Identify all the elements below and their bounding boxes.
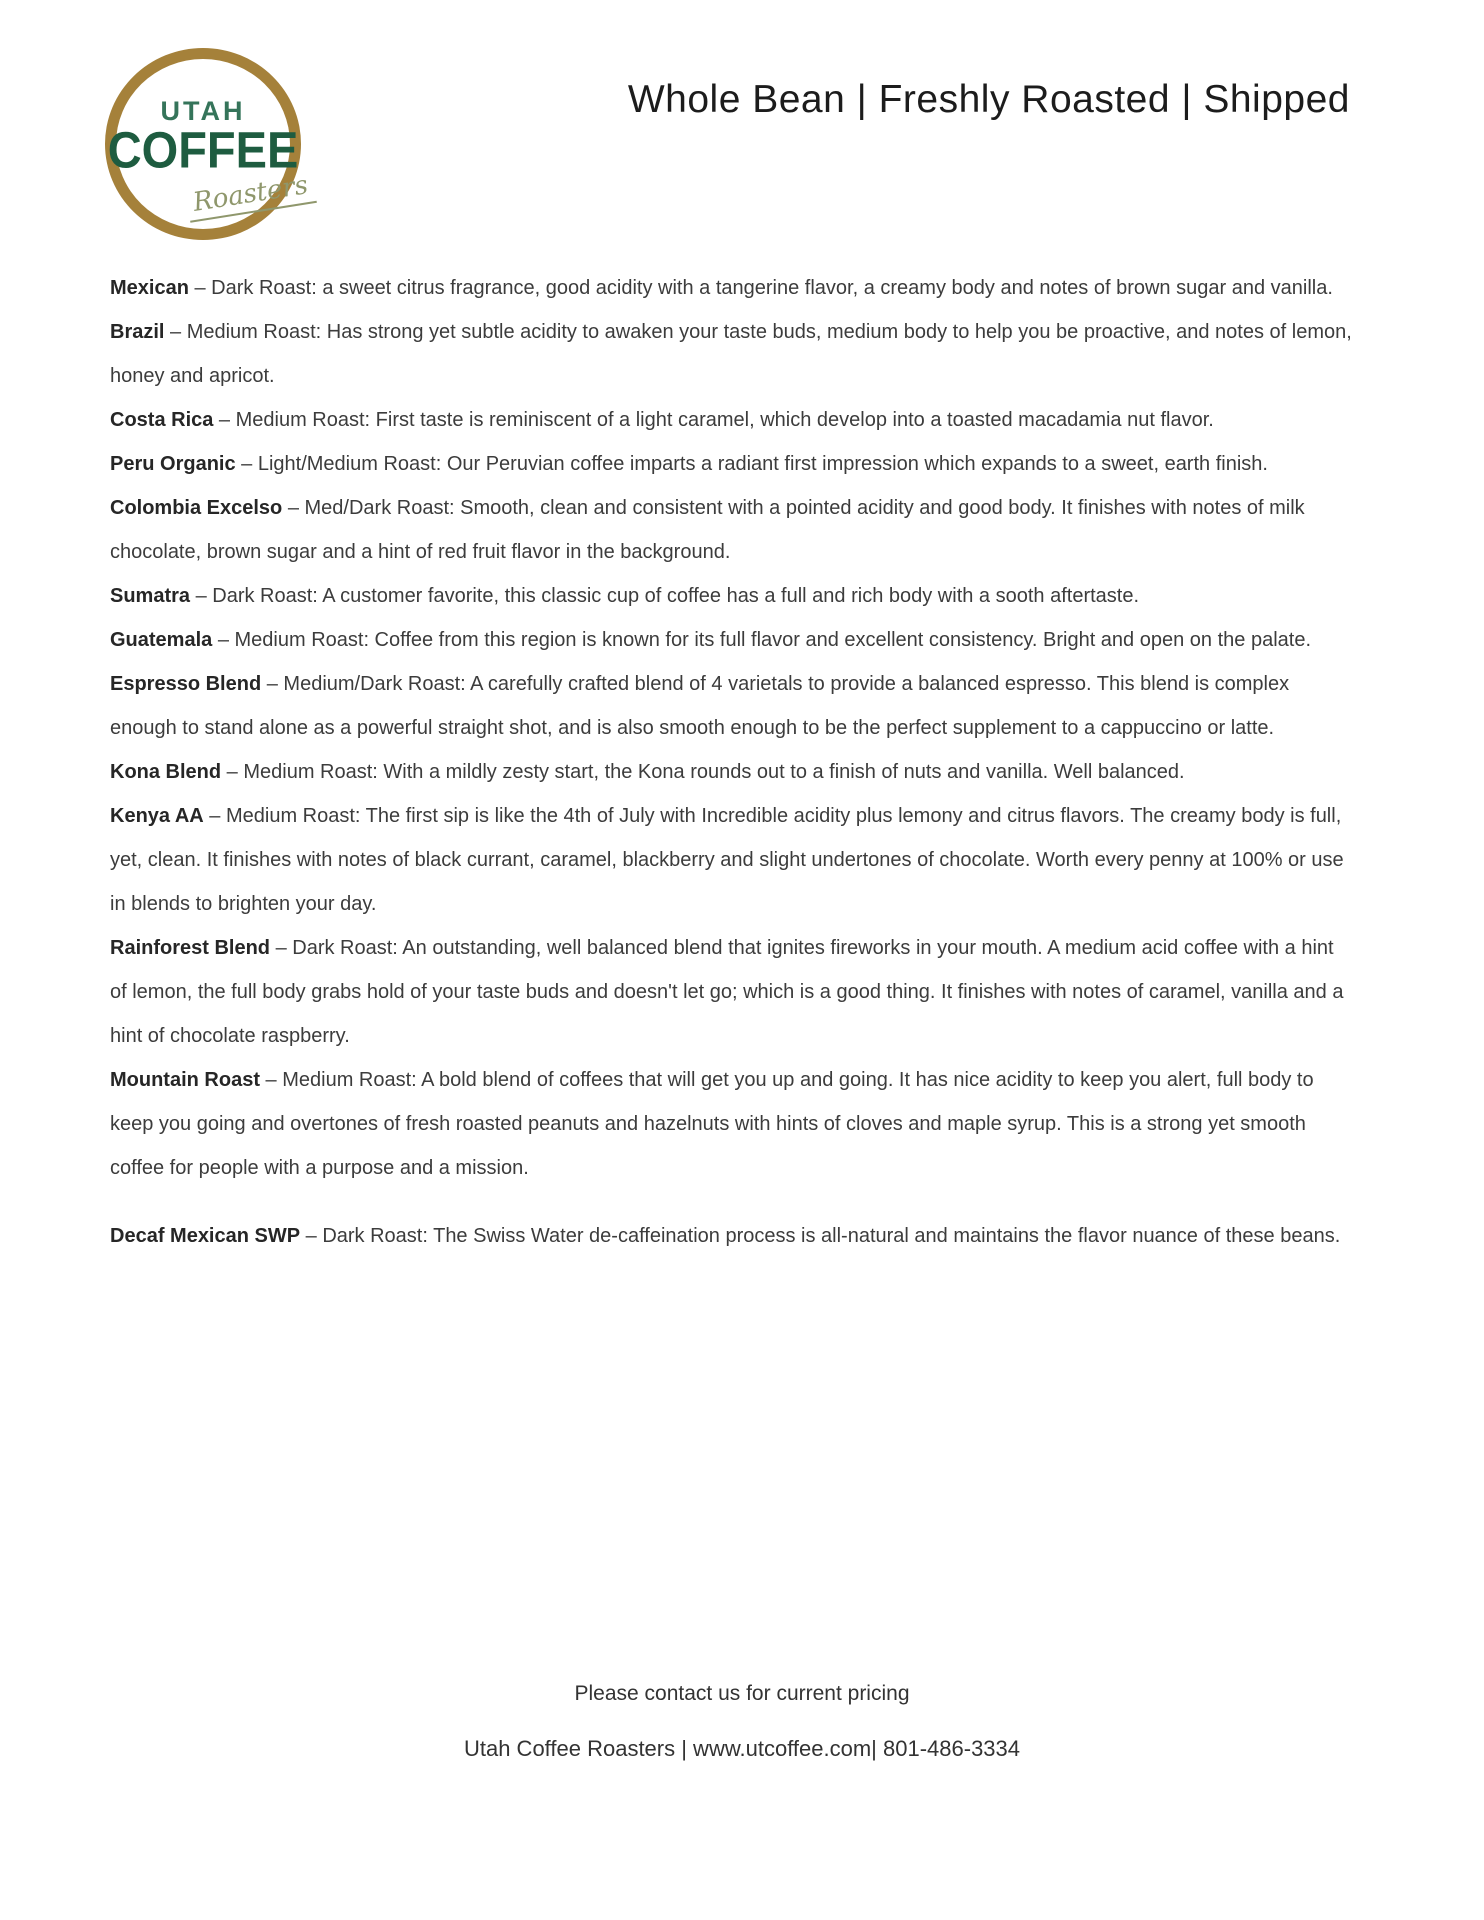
item-espresso-blend bbox=[110, 662, 1352, 750]
item-description: – Medium/Dark Roast: A carefully crafted blend of 4 varietals to provide a balanced espresso. This blend is complex enough to stand alone as a powerful straight shot, and is also smooth enough to be the perfect supplement to a cappuccino or latte. bbox=[110, 673, 1290, 739]
item-kona-blend bbox=[110, 750, 1352, 794]
item-description: – Dark Roast: A customer favorite, this classic cup of coffee has a full and rich body with a sooth aftertaste. bbox=[190, 585, 1140, 607]
item-colombia-excelso bbox=[110, 486, 1352, 574]
item-name: Costa Rica bbox=[110, 409, 214, 431]
item-name: Decaf Mexican SWP bbox=[110, 1225, 301, 1247]
item-description: – Dark Roast: a sweet citrus fragrance, good acidity with a tangerine flavor, a creamy body and notes of brown sugar and vanilla. bbox=[188, 277, 1333, 299]
utah-coffee-roasters-logo bbox=[105, 48, 317, 253]
item-name: Brazil bbox=[110, 321, 165, 343]
document-footer bbox=[0, 1682, 1484, 1762]
logo-text-coffee: COFFEE bbox=[107, 120, 299, 178]
item-description: – Medium Roast: With a mildly zesty start, the Kona rounds out to a finish of nuts and vanilla. Well balanced. bbox=[221, 761, 1185, 783]
item-description: – Medium Roast: The first sip is like the 4th of July with Incredible acidity plus lemony and citrus flavors. The creamy body is full, yet, clean. It finishes with notes of black currant, caramel, blackberry and slight undertones of chocolate. Worth every penny at 100% or use in blends to brighten your day. bbox=[110, 805, 1344, 915]
pricing-note: Please contact us for current pricing bbox=[574, 1682, 910, 1705]
item-name: Mexican bbox=[110, 277, 189, 299]
item-rainforest-blend bbox=[110, 926, 1352, 1058]
coffee-list bbox=[110, 266, 1352, 1258]
item-brazil bbox=[110, 310, 1352, 398]
item-description: – Dark Roast: The Swiss Water de-caffeination process is all-natural and maintains the flavor nuance of these beans. bbox=[300, 1225, 1341, 1247]
item-name: Kenya AA bbox=[110, 805, 204, 827]
item-description: – Med/Dark Roast: Smooth, clean and consistent with a pointed acidity and good body. It finishes with notes of milk chocolate, brown sugar and a hint of red fruit flavor in the background. bbox=[110, 497, 1305, 563]
item-name: Mountain Roast bbox=[110, 1069, 260, 1091]
item-name: Sumatra bbox=[110, 585, 191, 607]
item-name: Kona Blend bbox=[110, 761, 222, 783]
logo-text-roasters: Roasters bbox=[185, 169, 316, 223]
contact-line: Utah Coffee Roasters | www.utcoffee.com| 801-486-3334 bbox=[463, 1736, 1021, 1761]
item-decaf-mexican-swp bbox=[110, 1214, 1352, 1258]
logo-text-utah: UTAH bbox=[160, 96, 246, 127]
item-description: – Medium Roast: Has strong yet subtle acidity to awaken your taste buds, medium body to help you be proactive, and notes of lemon, honey and apricot. bbox=[110, 321, 1352, 387]
item-description: – Dark Roast: An outstanding, well balanced blend that ignites fireworks in your mouth. A medium acid coffee with a hint of lemon, the full body grabs hold of your taste buds and doesn't let go; which is a good thing. It finishes with notes of caramel, vanilla and a hint of chocolate raspberry. bbox=[110, 937, 1344, 1047]
item-description: – Medium Roast: First taste is reminiscent of a light caramel, which develop into a toasted macadamia nut flavor. bbox=[213, 409, 1214, 431]
item-name: Guatemala bbox=[110, 629, 213, 651]
item-kenya-aa bbox=[110, 794, 1352, 926]
item-description: – Light/Medium Roast: Our Peruvian coffee imparts a radiant first impression which expands to a sweet, earth finish. bbox=[235, 453, 1268, 475]
item-mountain-roast bbox=[110, 1058, 1352, 1190]
item-name: Peru Organic bbox=[110, 453, 236, 475]
item-guatemala bbox=[110, 618, 1352, 662]
item-description: – Medium Roast: Coffee from this region is known for its full flavor and excellent consistency. Bright and open on the palate. bbox=[212, 629, 1311, 651]
item-sumatra bbox=[110, 574, 1352, 618]
item-description: – Medium Roast: A bold blend of coffees that will get you up and going. It has nice acidity to keep you alert, full body to keep you going and overtones of fresh roasted peanuts and hazelnuts with hints of cloves and maple syrup. This is a strong yet smooth coffee for people with a purpose and a mission. bbox=[110, 1069, 1314, 1179]
item-name: Rainforest Blend bbox=[110, 937, 271, 959]
item-name: Colombia Excelso bbox=[110, 497, 283, 519]
item-name: Espresso Blend bbox=[110, 673, 262, 695]
item-mexican bbox=[110, 266, 1352, 310]
page-title: Whole Bean | Freshly Roasted | Shipped bbox=[627, 78, 1350, 121]
item-peru-organic bbox=[110, 442, 1352, 486]
item-costa-rica bbox=[110, 398, 1352, 442]
